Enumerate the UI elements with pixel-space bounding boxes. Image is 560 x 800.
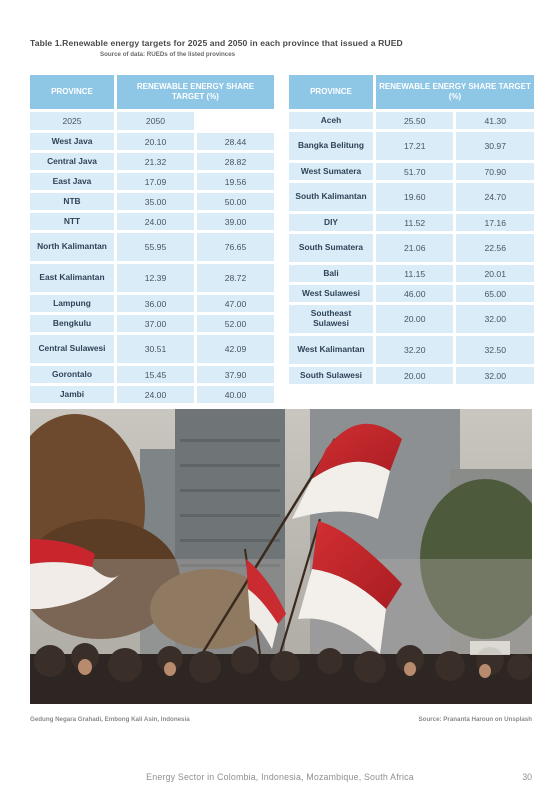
value-2025-cell: 24.00	[117, 213, 194, 230]
value-2025-cell: 25.50	[376, 112, 453, 129]
value-2025-cell: 11.52	[376, 214, 453, 231]
province-cell: Gorontalo	[30, 366, 114, 383]
province-cell: East Kalimantan	[30, 264, 114, 292]
table-row	[289, 367, 534, 384]
table-row	[289, 265, 534, 282]
table-body-left	[30, 112, 274, 403]
value-2050-cell: 19.56	[197, 173, 274, 190]
province-cell: Aceh	[289, 112, 373, 129]
province-cell: Bali	[289, 265, 373, 282]
table-row	[30, 153, 274, 170]
header-target: RENEWABLE ENERGY SHARE TARGET (%)	[376, 75, 534, 109]
province-cell: NTB	[30, 193, 114, 210]
table-row	[30, 386, 274, 403]
value-2025-cell: 15.45	[117, 366, 194, 383]
table-row	[289, 214, 534, 231]
table-row	[289, 285, 534, 302]
province-cell: West Kalimantan	[289, 336, 373, 364]
value-2050-cell: 28.44	[197, 133, 274, 150]
photo-caption-location: Gedung Negara Grahadi, Embong Kali Asin, Indonesia	[30, 716, 190, 723]
value-2050-cell: 20.01	[456, 265, 534, 282]
province-cell: DIY	[289, 214, 373, 231]
province-cell: South Sulawesi	[289, 367, 373, 384]
page-number: 30	[522, 772, 532, 782]
value-2025-cell: 20.00	[376, 305, 453, 333]
photo-illustration	[30, 409, 532, 704]
value-2025-cell: 32.20	[376, 336, 453, 364]
table-row	[30, 335, 274, 363]
value-2025-cell: 19.60	[376, 183, 453, 211]
table-row	[30, 295, 274, 312]
value-2050-cell: 47.00	[197, 295, 274, 312]
table-row	[30, 133, 274, 150]
value-2050-cell: 30.97	[456, 132, 534, 160]
province-cell: South Sumatera	[289, 234, 373, 262]
province-cell: West Java	[30, 133, 114, 150]
province-cell: West Sulawesi	[289, 285, 373, 302]
value-2050-cell: 32.00	[456, 305, 534, 333]
value-2050-cell: 52.00	[197, 315, 274, 332]
value-2050-cell: 32.00	[456, 367, 534, 384]
province-cell: West Sumatera	[289, 163, 373, 180]
header-target: RENEWABLE ENERGY SHARE TARGET (%)	[117, 75, 274, 109]
table-row	[289, 112, 534, 129]
table-row	[30, 264, 274, 292]
province-cell: North Kalimantan	[30, 233, 114, 261]
value-2025-cell: 37.00	[117, 315, 194, 332]
value-2025-cell: 30.51	[117, 335, 194, 363]
province-cell: Bangka Belitung	[289, 132, 373, 160]
value-2025-cell: 46.00	[376, 285, 453, 302]
value-2050-cell: 24.70	[456, 183, 534, 211]
year-header-2050: 2050	[117, 112, 194, 130]
province-cell: Central Java	[30, 153, 114, 170]
targets-table-right	[286, 72, 537, 387]
value-2025-cell: 35.00	[117, 193, 194, 210]
year-header-row	[30, 112, 274, 130]
value-2050-cell: 39.00	[197, 213, 274, 230]
province-cell: East Java	[30, 173, 114, 190]
value-2050-cell: 65.00	[456, 285, 534, 302]
table-row	[30, 233, 274, 261]
table-row	[289, 336, 534, 364]
table-row	[289, 163, 534, 180]
value-2025-cell: 17.09	[117, 173, 194, 190]
value-2050-cell: 40.00	[197, 386, 274, 403]
value-2025-cell: 21.32	[117, 153, 194, 170]
value-2050-cell: 28.82	[197, 153, 274, 170]
value-2025-cell: 20.10	[117, 133, 194, 150]
targets-table-left	[27, 72, 277, 406]
table-row	[30, 173, 274, 190]
table-source: Source of data: RUEDs of the listed provinces	[100, 51, 236, 58]
table-row	[30, 193, 274, 210]
value-2025-cell: 20.00	[376, 367, 453, 384]
value-2025-cell: 51.70	[376, 163, 453, 180]
photo-caption-source: Source: Prananta Haroun on Unsplash	[418, 716, 532, 723]
table-row	[30, 213, 274, 230]
value-2050-cell: 28.72	[197, 264, 274, 292]
value-2050-cell: 17.16	[456, 214, 534, 231]
protest-flags-photo	[30, 409, 532, 704]
value-2050-cell: 76.65	[197, 233, 274, 261]
value-2025-cell: 21.06	[376, 234, 453, 262]
province-cell: Lampung	[30, 295, 114, 312]
value-2050-cell: 50.00	[197, 193, 274, 210]
province-cell: Central Sulawesi	[30, 335, 114, 363]
table-row	[289, 132, 534, 160]
table-row	[30, 366, 274, 383]
value-2025-cell: 55.95	[117, 233, 194, 261]
value-2050-cell: 37.90	[197, 366, 274, 383]
table-title: Table 1.Renewable energy targets for 2025 and 2050 in each province that issued a RUED	[30, 38, 403, 48]
value-2050-cell: 42.09	[197, 335, 274, 363]
header-province: PROVINCE	[289, 75, 373, 109]
header-province: PROVINCE	[30, 75, 114, 109]
value-2025-cell: 36.00	[117, 295, 194, 312]
value-2025-cell: 12.39	[117, 264, 194, 292]
table-row	[289, 183, 534, 211]
table-row	[289, 305, 534, 333]
table-row	[30, 315, 274, 332]
province-cell: Bengkulu	[30, 315, 114, 332]
value-2050-cell: 32.50	[456, 336, 534, 364]
value-2025-cell: 24.00	[117, 386, 194, 403]
value-2025-cell: 11.15	[376, 265, 453, 282]
value-2050-cell: 22.56	[456, 234, 534, 262]
value-2050-cell: 41.30	[456, 112, 534, 129]
value-2025-cell: 17.21	[376, 132, 453, 160]
province-cell: South Kalimantan	[289, 183, 373, 211]
province-cell: Southeast Sulawesi	[289, 305, 373, 333]
table-row	[289, 234, 534, 262]
value-2050-cell: 70.90	[456, 163, 534, 180]
footer-report-title: Energy Sector in Colombia, Indonesia, Mozambique, South Africa	[146, 772, 414, 782]
province-cell: Jambi	[30, 386, 114, 403]
table-body-right	[289, 112, 534, 384]
province-cell: NTT	[30, 213, 114, 230]
year-header-2025: 2025	[30, 112, 114, 130]
